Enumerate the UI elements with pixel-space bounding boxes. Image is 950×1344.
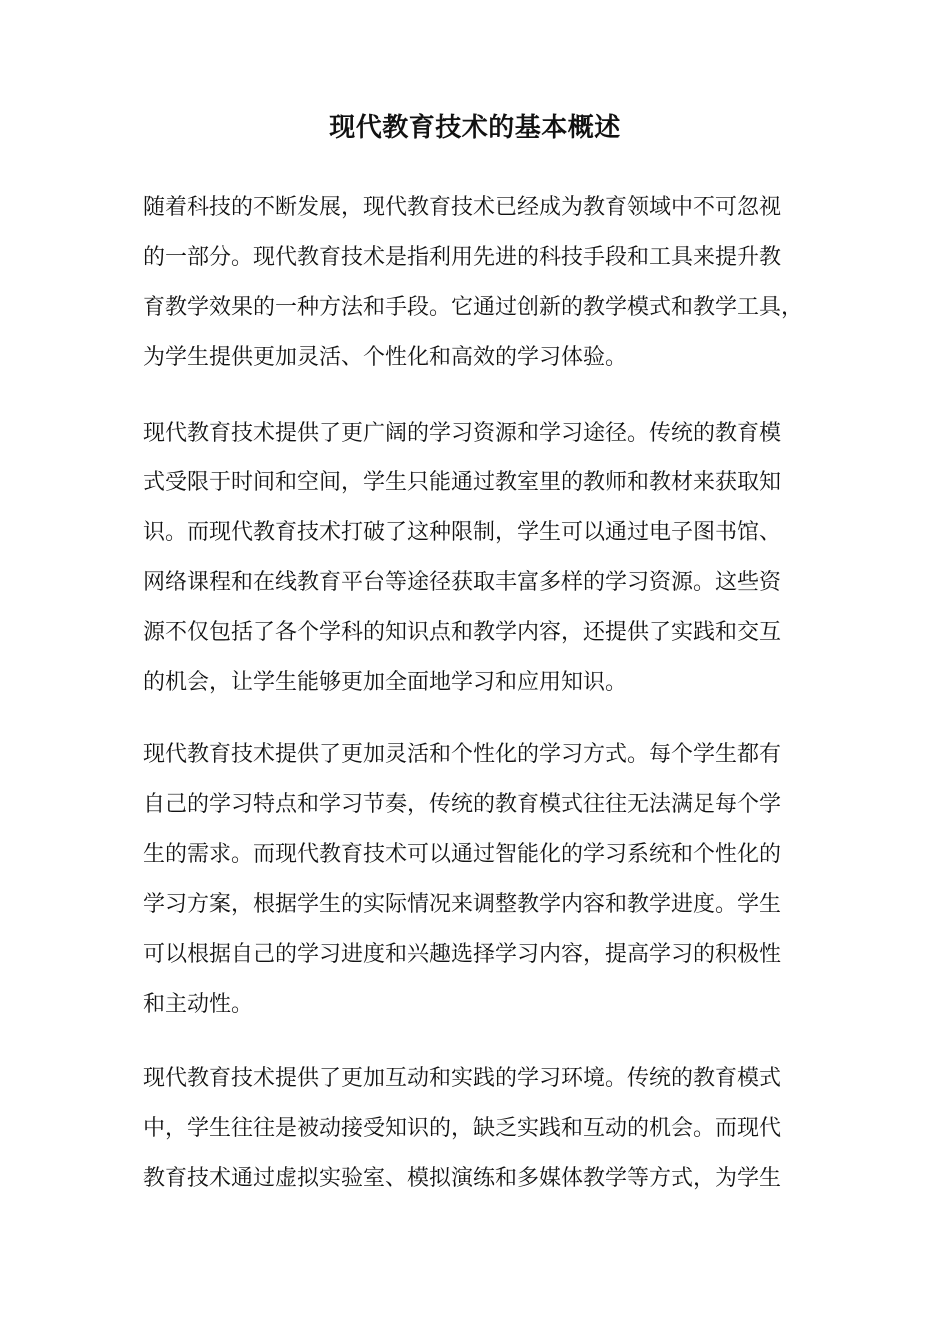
paragraph-line: 网络课程和在线教育平台等途径获取丰富多样的学习资源。这些资 [143, 570, 782, 595]
paragraph-line: 识。而现代教育技术打破了这种限制，学生可以通过电子图书馆、 [143, 520, 782, 545]
paragraph-line: 中，学生往往是被动接受知识的，缺乏实践和互动的机会。而现代 [143, 1116, 782, 1141]
paragraph-line: 的机会，让学生能够更加全面地学习和应用知识。 [143, 670, 628, 695]
paragraph-line: 现代教育技术提供了更广阔的学习资源和学习途径。传统的教育模 [143, 421, 782, 446]
document-title: 现代教育技术的基本概述 [329, 113, 621, 143]
paragraph-line: 可以根据自己的学习进度和兴趣选择学习内容，提高学习的积极性 [143, 942, 782, 967]
paragraph-line: 育教学效果的一种方法和手段。它通过创新的教学模式和教学工具， [143, 295, 804, 320]
paragraph-line: 随着科技的不断发展，现代教育技术已经成为教育领域中不可忽视 [143, 195, 782, 220]
paragraph-line: 教育技术通过虚拟实验室、模拟演练和多媒体教学等方式，为学生 [143, 1166, 782, 1191]
paragraph-line: 源不仅包括了各个学科的知识点和教学内容，还提供了实践和交互 [143, 620, 782, 645]
paragraph-line: 学习方案，根据学生的实际情况来调整教学内容和教学进度。学生 [143, 892, 782, 917]
paragraph-line: 和主动性。 [143, 992, 254, 1017]
paragraph-line: 现代教育技术提供了更加互动和实践的学习环境。传统的教育模式 [143, 1066, 782, 1091]
paragraph-line: 式受限于时间和空间，学生只能通过教室里的教师和教材来获取知 [143, 470, 782, 495]
paragraph-line: 生的需求。而现代教育技术可以通过智能化的学习系统和个性化的 [143, 842, 782, 867]
paragraph-line: 自己的学习特点和学习节奏，传统的教育模式往往无法满足每个学 [143, 792, 782, 817]
paragraph-line: 现代教育技术提供了更加灵活和个性化的学习方式。每个学生都有 [143, 742, 782, 767]
paragraph-line: 的一部分。现代教育技术是指利用先进的科技手段和工具来提升教 [143, 245, 782, 270]
paragraph-line: 为学生提供更加灵活、个性化和高效的学习体验。 [143, 345, 628, 370]
